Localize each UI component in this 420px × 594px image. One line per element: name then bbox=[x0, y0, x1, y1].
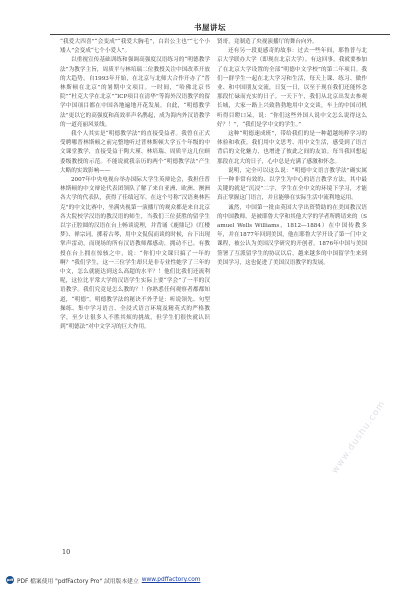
pdffactory-footer bbox=[6, 575, 306, 585]
watermark: www.dushu.com bbox=[330, 398, 388, 476]
paragraph: 2007年中央电视台举办国际大学生英辩论会，我担任普林斯顿的中文辩论代表团领队了解了来自亚洲、欧洲、澳洲各大学的代表队，获得了佳绩冠军。在这个号称“汉语奥林匹克”的中文比赛中，坐满央视第一演播厅的观众都是来自北京各大院校学汉语的教汉语的师生，当我们三位获胜的留学生以字正腔圆的汉语在台上畅谈说理，并背诵《鹿鼎记》《红楼梦》、禅宗词，掷着古琴，用中文侃侃而谈的时候，台下出现掌声雷动，而现场的所有汉语教师都感动，拥动不已。有教授在台上拥在惊骇之中，说：“你们中文课只搞了一年的啊？”我们学生，这一三位学生却只是非专业性她学了三年的中文，怎么就能达到这么高超的水平？！他们比我们还流利呢，这位比平常大学的汉语学生实际上要“学会”了一半的汉语教学。我们究竟是怎么教的？！你熟悉任何观察者都都知道，“明德”，明德教学法的秘诀不外乎是：听说领先、句型操练、集中学习语言、全浸式语言环境及精英式的严格教学，至少让很多人不胜其烦的挑战，但学生们很快就认识到“明德法”对中文学习的巨大作用。 bbox=[60, 177, 210, 331]
page-header: 书屋讲坛 bbox=[194, 23, 226, 32]
paragraph: 说明，完全可以这么说：“明德中文语言教学法”确实属于一种非常有效的、以学生为中心的语言教学方法，其中最关键的就是“沉浸”二字，学生在全中文的环境下学习，才能真正掌握这门语言，并且能够在实际生活中流利地运用。 bbox=[217, 167, 367, 202]
paragraph: 贤哥，竟制造了央视演播厅的舞台向外。 bbox=[217, 39, 318, 45]
footer-text: PDF 檔案使用 "pdfFactory Pro" 試用版本建立 bbox=[17, 578, 139, 585]
paragraph: “我爱大四喜”“会变成”“我爱大胸毛”，白岩公主也”“七个小矮人”会变成“七个小爱人”。 bbox=[60, 39, 210, 55]
paragraph: 还有另一段更感奇的故事：过去一些年间，耶鲁普与北京大学联办大学（即现在北京大学）。有这回事，我就要参加了在北京大学设置的全部“明德中文学校”的第二年项目。我们一群学生一起在北大学习和生活，每天上课、练习、做作业、和中国朋友交流，日复一日，以至于现在我们还能怀念那段忙碌而充实的日子。一天下午，我们从北京出发去参观长城，大家一路上兴致勃勃地用中文交谈，车上的中国司机听得目瞪口呆，说：“你们这些外国人说中文怎么说得这么好？！”，“我们是学中文的学生。” bbox=[217, 48, 367, 128]
paragraph: 以重视宣传基础训练和强调高强度汉语练习的“明德教学法”为教学主旨，周质平与林培瑞二位教授关注中国改革开放的大趋势，自1993年开始，在北京与北师大合作开办了“普林斯顿在北京”的暑期中文项目。一时间，“哈佛北京书院”“杜克大学在北京”“ICP项目在清华”等海外汉语教学的留学中国项目都在中国各地遍地开花发展。自此，“明德教学法”更以它的高强度和高效率声名鹊起，成为海内外汉语教学的一道亮丽风景线。 bbox=[60, 57, 210, 128]
paragraph: 这种“明德速成班”，带给我们的是一种超越纯粹学习的体验和收获。我们用中文思考、用中文生活，感受到了语言背后的文化魅力，也增进了彼此之间的友谊。每当我回想起那段在北大的日子，心中总是充满了感激和怀念。 bbox=[217, 131, 367, 165]
header-rule bbox=[50, 34, 390, 35]
right-column bbox=[217, 38, 367, 268]
page-number: 10 bbox=[62, 548, 71, 556]
pdffactory-link[interactable]: www.pdffactory.com bbox=[141, 577, 201, 583]
paragraph: 我个人其实是“明德教学法”的直接受益者。我曾在正式受聘哪普林斯顿之前完整地听过普林斯顿大学五个年级的中文课堂教学，直接受益于陶大瑾、林培瑞、周质平这几位顾委级教授的示范。不能说就我亲历的两个“明德教学法”产生大略的实效影响—— bbox=[60, 131, 210, 174]
pdffactory-icon: pdf bbox=[6, 578, 14, 582]
left-column bbox=[60, 38, 210, 333]
paragraph: 诚然，中国第一批由英国大学出资赞助的在美国教汉语的中国教师，是被耶鲁大学和其他大学的学者所聘请来的（Samuel Wells Williams，1812—1884）在中国传教多年，并在1877年回到美国，他在耶鲁大学开设了第一门中文课程，被公认为美国汉学研究的开创者。1876年中国与美国签署了互派留学生的协议以后，越来越多的中国留学生来到美国学习，这也促进了美国汉语教学的发展。 bbox=[217, 204, 367, 266]
